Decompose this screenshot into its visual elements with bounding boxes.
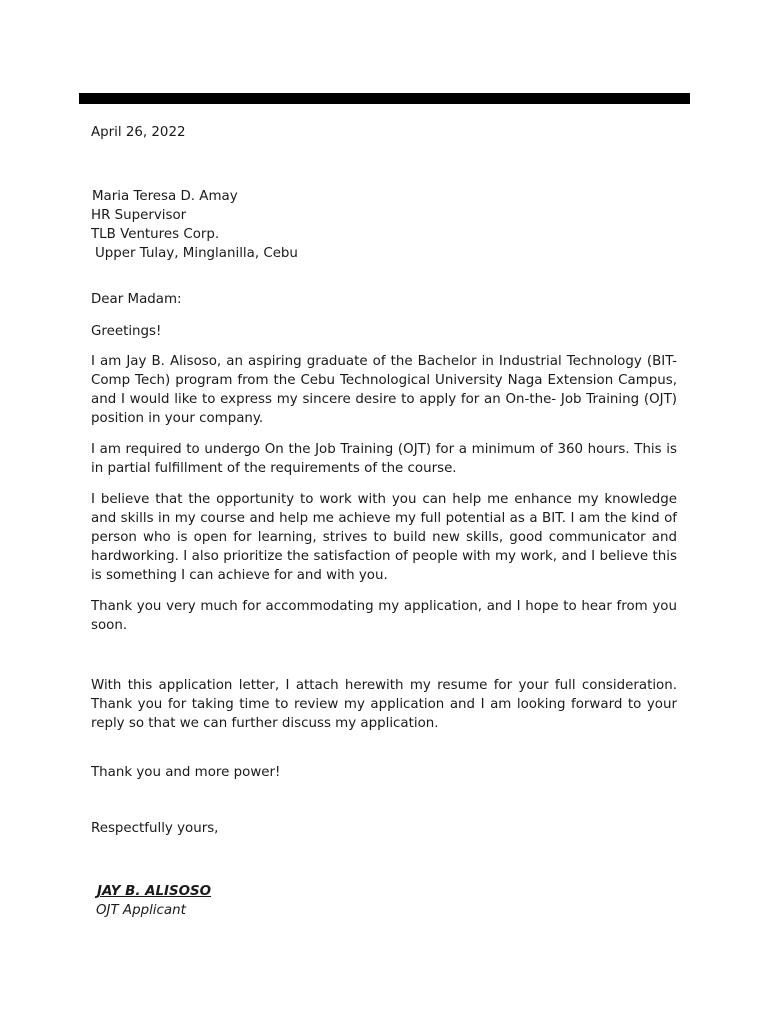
recipient-title: HR Supervisor: [91, 208, 187, 223]
signature-name: JAY B. ALISOSO: [97, 884, 212, 899]
closing-line: Thank you and more power!: [91, 765, 281, 780]
paragraph-thanks: Thank you very much for accommodating my application, and I hope to hear from you soon.: [91, 599, 677, 633]
signature-block: [91, 882, 677, 920]
greeting: Greetings!: [91, 324, 162, 339]
recipient-address: Upper Tulay, Minglanilla, Cebu: [95, 246, 298, 261]
paragraph-motivation: I believe that the opportunity to work with you can help me enhance my knowledge and skills in my course and help me achieve my full potential as a BIT. I am the kind of person who is open for learning, strives to build new skills, good communicator and hardworking. I also prioritize the satisfaction of people with my work, and I believe this is something I can achieve for and with you.: [91, 492, 677, 583]
paragraph-attachment: With this application letter, I attach herewith my resume for your full consideration. Thank you for taking time to review my application and I am looking forward to your reply so that we can further discuss my application.: [91, 678, 677, 731]
salutation: Dear Madam:: [91, 292, 182, 307]
valediction: Respectfully yours,: [91, 821, 219, 836]
letter-body: [91, 123, 677, 920]
letter-date: April 26, 2022: [91, 125, 186, 140]
paragraph-requirement: I am required to undergo On the Job Training (OJT) for a minimum of 360 hours. This is in partial fulfillment of the requirements of the course.: [91, 442, 677, 476]
header-rule: [79, 93, 690, 104]
recipient-company: TLB Ventures Corp.: [91, 227, 220, 242]
recipient-name: Maria Teresa D. Amay: [92, 189, 238, 204]
recipient-block: [91, 187, 677, 263]
signature-role: OJT Applicant: [96, 903, 186, 918]
paragraph-introduction: I am Jay B. Alisoso, an aspiring graduate of the Bachelor in Industrial Technology (BIT- Comp Tech) program from the Cebu Technological University Naga Extension Campus, and I would like to express my sincere desire to apply for an On-the- Job Training (OJT) position in your company.: [91, 354, 677, 426]
